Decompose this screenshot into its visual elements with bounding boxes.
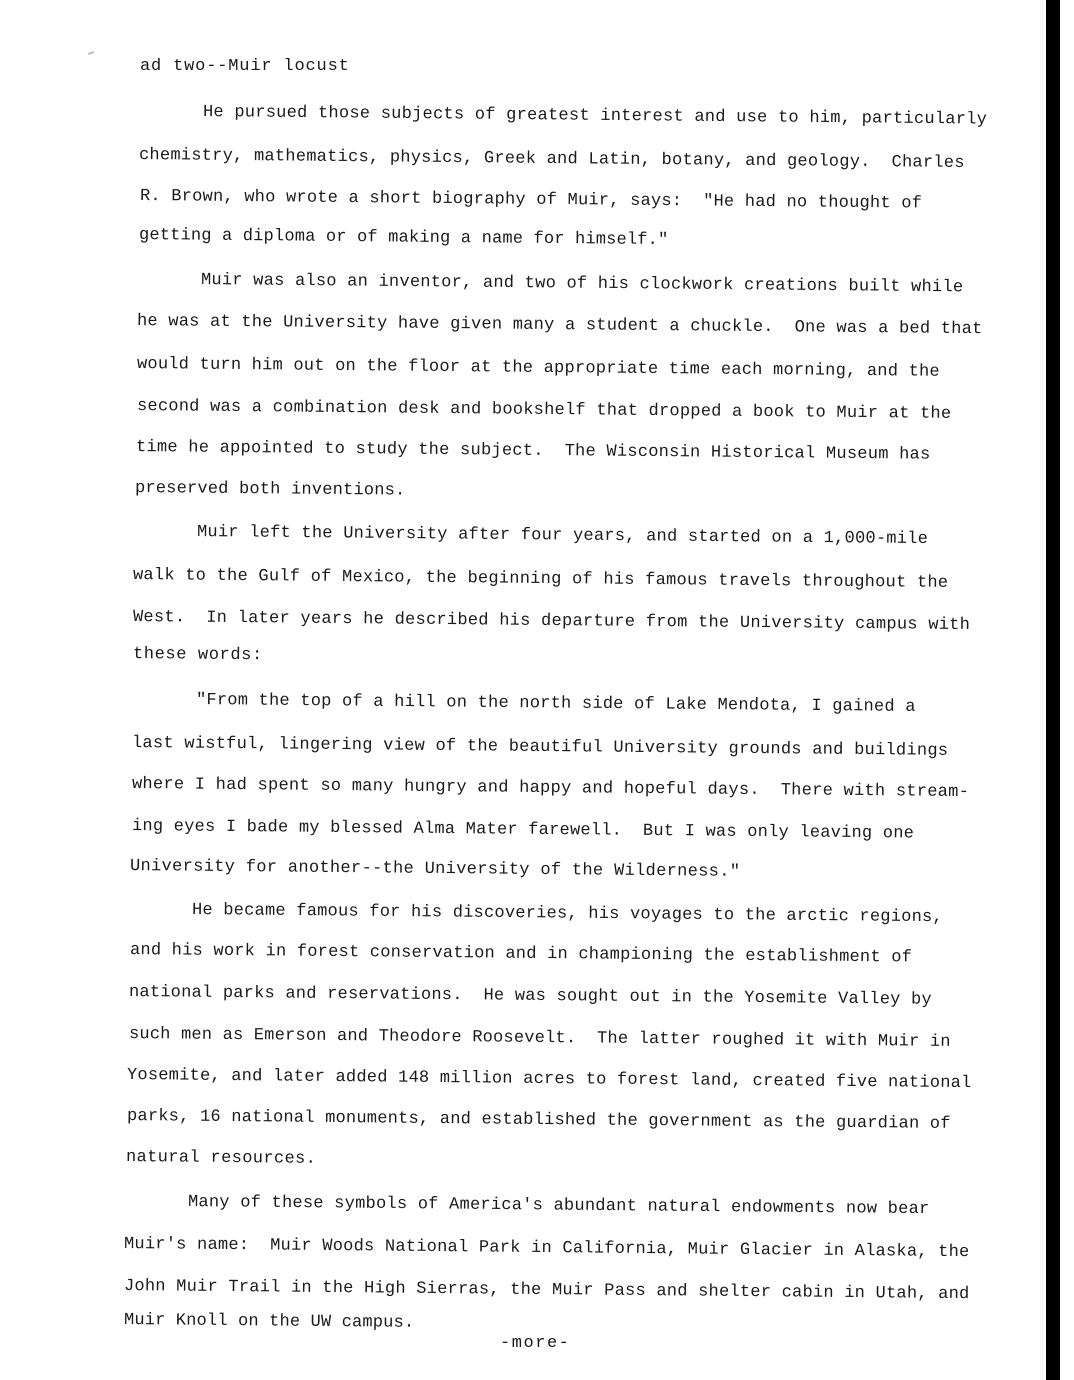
text-line: would turn him out on the floor at the appropriate time each morning, and the — [136, 355, 940, 382]
page-edge-shadow — [1046, 0, 1060, 1380]
text-line: such men as Emerson and Theodore Roosevelt. The latter roughed it with Muir in — [128, 1025, 951, 1052]
paper-speck — [88, 51, 94, 55]
text-line: time he appointed to study the subject. The Wisconsin Historical Museum has — [135, 438, 931, 465]
text-line: Yosemite, and later added 148 million acres to forest land, created five national — [126, 1066, 972, 1094]
quote-line: "From the top of a hill on the north side of Lake Mendota, I gained a — [195, 691, 916, 717]
text-line: walk to the Gulf of Mexico, the beginning of his famous travels throughout the — [132, 566, 949, 593]
text-line: Many of these symbols of America's abundant natural endowments now bear — [187, 1193, 930, 1220]
text-line: and his work in forest conservation and in championing the establishment of — [129, 941, 913, 968]
text-line: John Muir Trail in the High Sierras, the Muir Pass and shelter cabin in Utah, and — [123, 1277, 970, 1305]
text-line: these words: — [132, 645, 263, 666]
quote-line: ing eyes I bade my blessed Alma Mater farewell. But I was only leaving one — [131, 817, 915, 844]
page-footer: -more- — [500, 1334, 571, 1353]
text-line: West. In later years he described his departure from the University campus with — [132, 608, 971, 636]
text-line: He pursued those subjects of greatest interest and use to him, particularly — [202, 103, 988, 130]
quote-line: where I had spent so many hungry and happy and hopeful days. There with stream- — [131, 775, 970, 803]
page-header: ad two--Muir locust — [140, 57, 350, 76]
text-line: getting a diploma or of making a name for himself." — [138, 226, 669, 251]
text-line: chemistry, mathematics, physics, Greek and Latin, botany, and geology. Charles — [138, 146, 965, 173]
text-line: Muir was also an inventor, and two of his clockwork creations built while — [200, 271, 964, 298]
text-line: Muir Knoll on the UW campus. — [123, 1311, 415, 1333]
text-line: Muir's name: Muir Woods National Park in California, Muir Glacier in Alaska, the — [123, 1235, 970, 1263]
text-line: second was a combination desk and bookshelf that dropped a book to Muir at the — [136, 397, 952, 424]
text-line: He became famous for his discoveries, his voyages to the arctic regions, — [191, 901, 943, 928]
text-line: preserved both inventions. — [134, 479, 406, 501]
text-line: parks, 16 national monuments, and established the government as the guardian of — [126, 1107, 951, 1134]
text-line: natural resources. — [125, 1148, 317, 1169]
text-line: he was at the University have given many a student a chuckle. One was a bed that — [136, 312, 983, 340]
text-line: R. Brown, who wrote a short biography of Muir, says: "He had no thought of — [139, 187, 923, 214]
text-line: Muir left the University after four years, and started on a 1,000-mile — [196, 523, 929, 550]
quote-line: last wistful, lingering view of the beautiful University grounds and buildings — [131, 734, 949, 761]
text-line: national parks and reservations. He was sought out in the Yosemite Valley by — [128, 983, 932, 1010]
quote-line: University for another--the University of the Wilderness." — [129, 857, 741, 882]
